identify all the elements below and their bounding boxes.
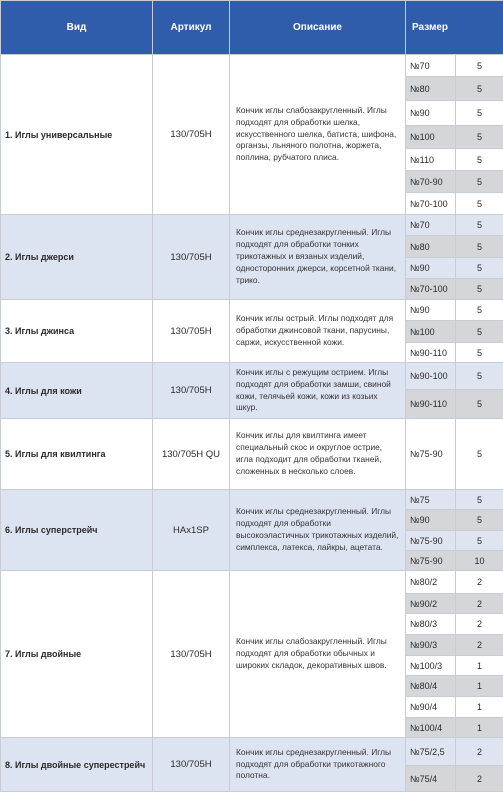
needle-pack-qty: 5 — [456, 215, 503, 236]
needle-type-name: 8. Иглы двойные суперестрейч — [1, 738, 153, 792]
needle-size: №70 — [406, 215, 456, 236]
needle-pack-qty: 1 — [456, 697, 503, 718]
header-kind: Вид — [1, 1, 153, 55]
needle-pack-qty: 2 — [456, 614, 503, 635]
needle-size: №80/2 — [406, 571, 456, 594]
needle-article: 130/705H — [153, 300, 230, 363]
needle-pack-qty: 5 — [456, 236, 503, 258]
needle-size: №90/2 — [406, 594, 456, 614]
needle-size: №75 — [406, 490, 456, 510]
table-header-row — [1, 1, 503, 55]
table-row — [1, 215, 503, 236]
needle-pack-qty: 5 — [456, 321, 503, 343]
needle-pack-qty: 2 — [456, 635, 503, 656]
needle-description: Кончик иглы среднезакругленный. Иглы подходят для обработки трикотажного полотна. — [230, 738, 406, 792]
needle-type-name: 4. Иглы для кожи — [1, 363, 153, 419]
needle-pack-qty: 5 — [456, 510, 503, 531]
needle-size: №90/4 — [406, 697, 456, 718]
needle-pack-qty: 5 — [456, 149, 503, 171]
needle-pack-qty: 5 — [456, 363, 503, 390]
needle-size: №90-110 — [406, 390, 456, 419]
needle-pack-qty: 1 — [456, 656, 503, 676]
needle-description: Кончик иглы слабозакругленный. Иглы подходят для обработки обычных и широких складок, декоративных швов. — [230, 571, 406, 738]
table-row — [1, 55, 503, 77]
needle-size: №90-100 — [406, 363, 456, 390]
needle-pack-qty: 2 — [456, 766, 503, 792]
needle-article: 130/705H — [153, 215, 230, 300]
needle-size: №110 — [406, 149, 456, 171]
needle-pack-qty: 5 — [456, 55, 503, 77]
needle-size: №90 — [406, 510, 456, 531]
header-description: Описание — [230, 1, 406, 55]
needle-size: №90-110 — [406, 343, 456, 363]
needle-pack-qty: 1 — [456, 718, 503, 738]
table-row — [1, 300, 503, 321]
needle-type-name: 2. Иглы джерси — [1, 215, 153, 300]
needle-article: HAx1SP — [153, 490, 230, 571]
needle-size: №90/3 — [406, 635, 456, 656]
needle-size: №90 — [406, 300, 456, 321]
needle-size: №75/2,5 — [406, 738, 456, 766]
needle-size: №100/3 — [406, 656, 456, 676]
needle-description: Кончик иглы с режущим острием. Иглы подходят для обработки замши, свиной кожи, телячьей кожи, кожи из козьих шкур. — [230, 363, 406, 419]
needle-article: 130/705H — [153, 571, 230, 738]
table-row — [1, 419, 503, 490]
needle-pack-qty: 5 — [456, 343, 503, 363]
needle-pack-qty: 5 — [456, 77, 503, 101]
needle-pack-qty: 2 — [456, 571, 503, 594]
needle-description: Кончик иглы среднезакругленный. Иглы подходят для обработки высокоэластичных трикотажных изделий, симплекса, латекса, лайкры, ацетата. — [230, 490, 406, 571]
needle-size: №75-90 — [406, 419, 456, 490]
needle-size: №100 — [406, 126, 456, 149]
needle-pack-qty: 5 — [456, 390, 503, 419]
needle-size: №100/4 — [406, 718, 456, 738]
needle-article: 130/705H — [153, 738, 230, 792]
needle-pack-qty: 5 — [456, 300, 503, 321]
needle-description: Кончик иглы слабозакругленный. Иглы подходят для обработки шелка, искусственного шелка, батиста, шифона, органзы, льняного полотна, жоржета, поплина, рубчатого плиса. — [230, 55, 406, 215]
needle-size: №80/3 — [406, 614, 456, 635]
needle-type-name: 7. Иглы двойные — [1, 571, 153, 738]
needle-pack-qty: 5 — [456, 171, 503, 193]
needle-size: №75-90 — [406, 531, 456, 551]
needle-pack-qty: 5 — [456, 419, 503, 490]
needle-size: №80 — [406, 77, 456, 101]
needle-pack-qty: 1 — [456, 676, 503, 697]
needle-size: №70-100 — [406, 279, 456, 300]
needle-size: №70-100 — [406, 193, 456, 215]
needle-size: №70 — [406, 55, 456, 77]
needle-description: Кончик иглы среднезакругленный. Иглы подходят для обработки тонких трикотажных и вязаных изделий, односторонних джерси, корсетной ткани, трико. — [230, 215, 406, 300]
needle-type-name: 1. Иглы универсальные — [1, 55, 153, 215]
table-row — [1, 363, 503, 390]
needle-description: Кончик иглы острый. Иглы подходят для обработки джинсовой ткани, парусины, саржи, искусственной кожи. — [230, 300, 406, 363]
needle-size: №75/4 — [406, 766, 456, 792]
header-article: Артикул — [153, 1, 230, 55]
needle-pack-qty: 10 — [456, 551, 503, 571]
needle-pack-qty: 5 — [456, 126, 503, 149]
needle-size: №80 — [406, 236, 456, 258]
needle-pack-qty: 5 — [456, 193, 503, 215]
needle-size: №100 — [406, 321, 456, 343]
needle-size: №75-90 — [406, 551, 456, 571]
needle-article: 130/705H QU — [153, 419, 230, 490]
needle-pack-qty: 2 — [456, 594, 503, 614]
needle-pack-qty: 5 — [456, 490, 503, 510]
needle-type-name: 6. Иглы суперстрейч — [1, 490, 153, 571]
needle-pack-qty: 5 — [456, 258, 503, 279]
needle-size: №80/4 — [406, 676, 456, 697]
needle-pack-qty: 5 — [456, 531, 503, 551]
needle-size: №90 — [406, 101, 456, 126]
needle-pack-qty: 2 — [456, 738, 503, 766]
needle-article: 130/705H — [153, 55, 230, 215]
table-row — [1, 490, 503, 510]
header-size: Размер — [406, 1, 503, 55]
needle-pack-qty: 5 — [456, 279, 503, 300]
needle-size: №90 — [406, 258, 456, 279]
needle-pack-qty: 5 — [456, 101, 503, 126]
table-row — [1, 571, 503, 594]
needle-type-name: 3. Иглы джинса — [1, 300, 153, 363]
needle-description: Кончик иглы для квилтинга имеет специальный скос и округлое острие, игла подходит для обработки тканей, сложенных в несколько слоев. — [230, 419, 406, 490]
needle-article: 130/705H — [153, 363, 230, 419]
needle-type-name: 5. Иглы для квилтинга — [1, 419, 153, 490]
needle-size: №70-90 — [406, 171, 456, 193]
table-row — [1, 738, 503, 766]
